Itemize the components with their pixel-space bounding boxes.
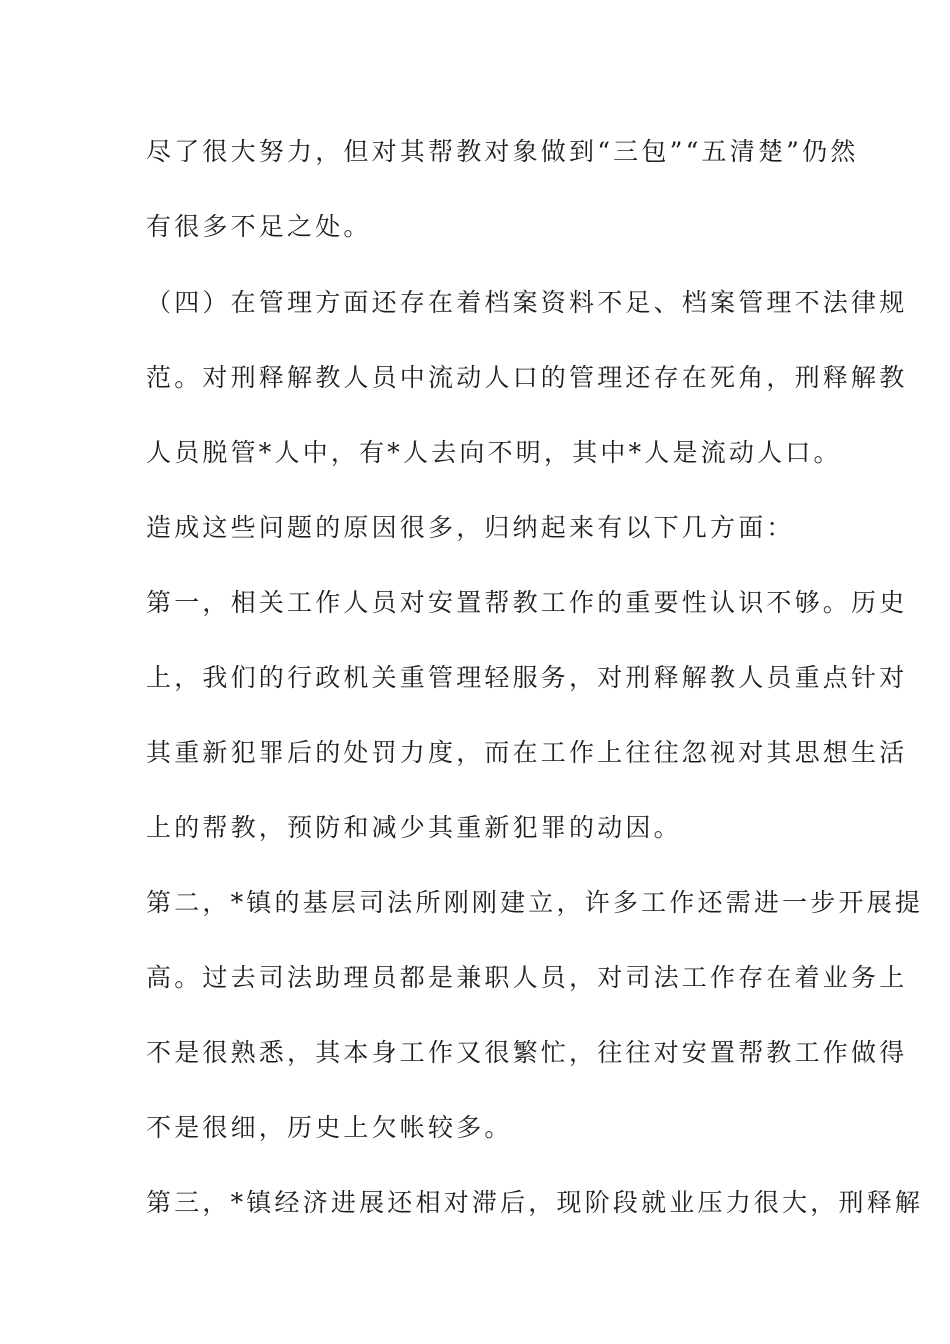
text-line: 尽了很大努力，但对其帮教对象做到“三包”“五清楚”仍然 <box>146 137 859 166</box>
text-line: 不是很熟悉，其本身工作又很繁忙，往往对安置帮教工作做得 <box>146 1038 908 1067</box>
text-line: 范。对刑释解教人员中流动人口的管理还存在死角，刑释解教 <box>146 363 908 392</box>
text-line: 人员脱管*人中，有*人去向不明，其中*人是流动人口。 <box>146 438 842 467</box>
text-line: 第三，*镇经济进展还相对滞后，现阶段就业压力很大，刑释解 <box>146 1188 924 1217</box>
text-line: 高。过去司法助理员都是兼职人员，对司法工作存在着业务上 <box>146 963 908 992</box>
text-line: （四）在管理方面还存在着档案资料不足、档案管理不法律规 <box>146 288 908 317</box>
text-line: 上的帮教，预防和减少其重新犯罪的动因。 <box>146 813 682 842</box>
text-line: 第一，相关工作人员对安置帮教工作的重要性认识不够。历史 <box>146 588 908 617</box>
text-line: 造成这些问题的原因很多，归纳起来有以下几方面： <box>146 513 795 542</box>
text-line: 不是很细，历史上欠帐较多。 <box>146 1113 513 1142</box>
text-line: 第二，*镇的基层司法所刚刚建立，许多工作还需进一步开展提 <box>146 888 924 917</box>
text-line: 上，我们的行政机关重管理轻服务，对刑释解教人员重点针对 <box>146 663 908 692</box>
text-line: 有很多不足之处。 <box>146 212 372 241</box>
text-line: 其重新犯罪后的处罚力度，而在工作上往往忽视对其思想生活 <box>146 738 908 767</box>
